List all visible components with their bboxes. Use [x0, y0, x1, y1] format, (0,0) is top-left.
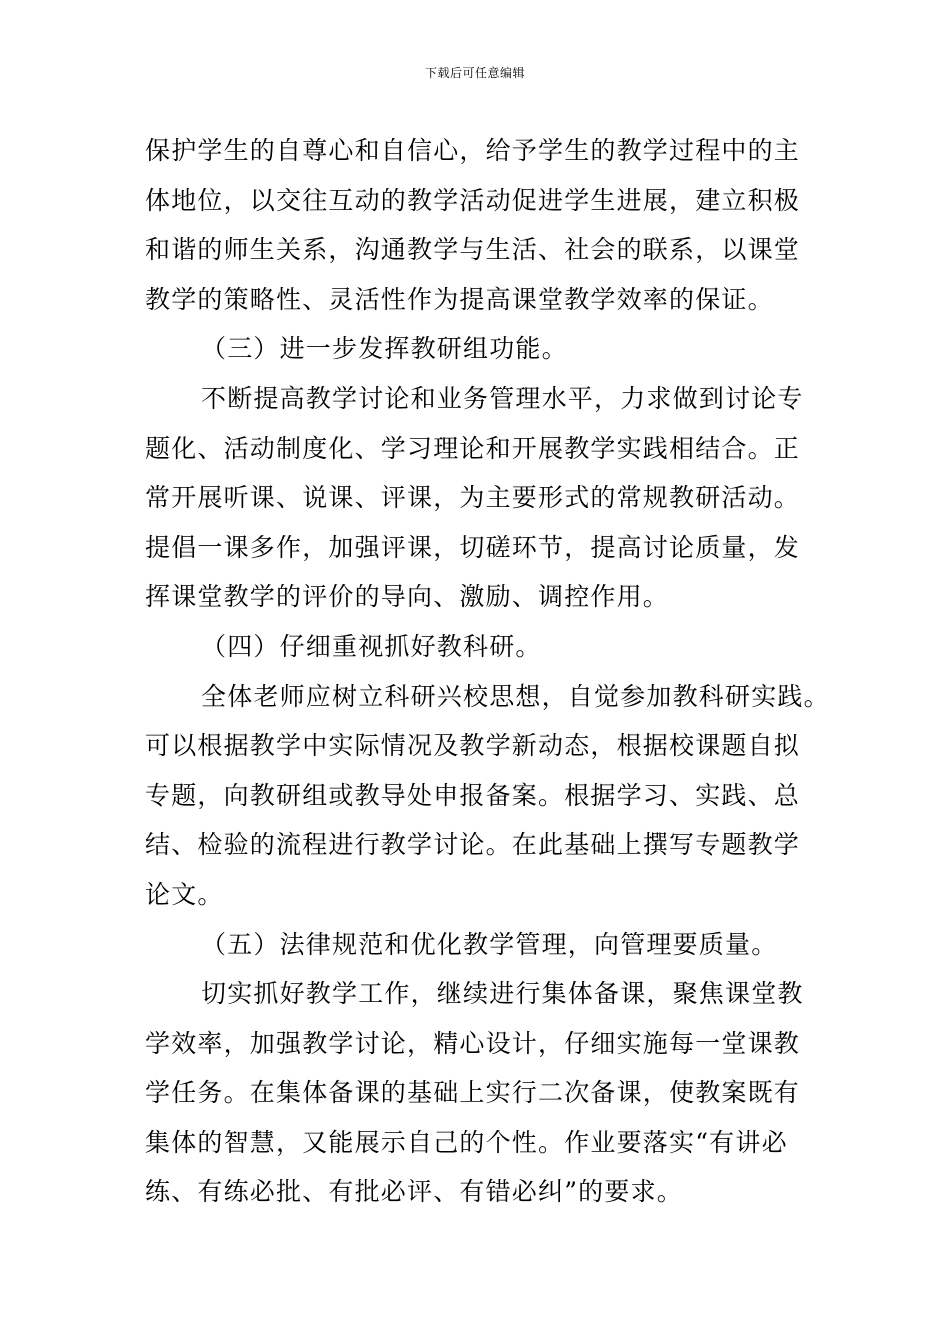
text-line: 提倡一课多作，加强评课，切磋环节，提高讨论质量，发: [145, 532, 801, 562]
text-line: 和谐的师生关系，沟通教学与生活、社会的联系，以课堂: [145, 235, 801, 265]
text-line: 学效率，加强教学讨论，精心设计，仔细实施每一堂课教: [145, 1028, 801, 1058]
text-line: 可以根据教学中实际情况及教学新动态，根据校课题自拟: [145, 731, 801, 761]
text-line: 集体的智慧，又能展示自己的个性。作业要落实“有讲必: [145, 1127, 788, 1157]
text-line: 题化、活动制度化、学习理论和开展教学实践相结合。正: [145, 433, 801, 463]
text-line: 专题，向教研组或教导处申报备案。根据学习、实践、总: [145, 780, 801, 810]
section-heading: （四）仔细重视抓好教科研。: [201, 631, 542, 661]
text-line: 练、有练必批、有批必评、有错必纠”的要求。: [145, 1177, 683, 1207]
text-line: 论文。: [145, 879, 224, 909]
text-line: 教学的策略性、灵活性作为提高课堂教学效率的保证。: [145, 284, 774, 314]
text-line: 挥课堂教学的评价的导向、激励、调控作用。: [145, 582, 670, 612]
text-line: 体地位，以交往互动的教学活动促进学生进展，建立积极: [145, 185, 801, 215]
text-line: 常开展听课、说课、评课，为主要形式的常规教研活动。: [145, 483, 801, 513]
text-line: 学任务。在集体备课的基础上实行二次备课，使教案既有: [145, 1078, 801, 1108]
section-heading: （五）法律规范和优化教学管理，向管理要质量。: [201, 929, 778, 959]
text-line: 结、检验的流程进行教学讨论。在此基础上撰写专题教学: [145, 830, 801, 860]
page-header: 下载后可任意编辑: [424, 66, 525, 80]
section-heading: （三）进一步发挥教研组功能。: [201, 334, 568, 364]
document-body: [145, 126, 830, 1217]
text-line: 全体老师应树立科研兴校思想，自觉参加教科研实践。: [201, 681, 830, 711]
text-line: 切实抓好教学工作，继续进行集体备课，聚焦课堂教: [201, 979, 804, 1009]
text-line: 保护学生的自尊心和自信心，给予学生的教学过程中的主: [145, 136, 801, 165]
text-line: 不断提高教学讨论和业务管理水平，力求做到讨论专: [201, 383, 804, 413]
